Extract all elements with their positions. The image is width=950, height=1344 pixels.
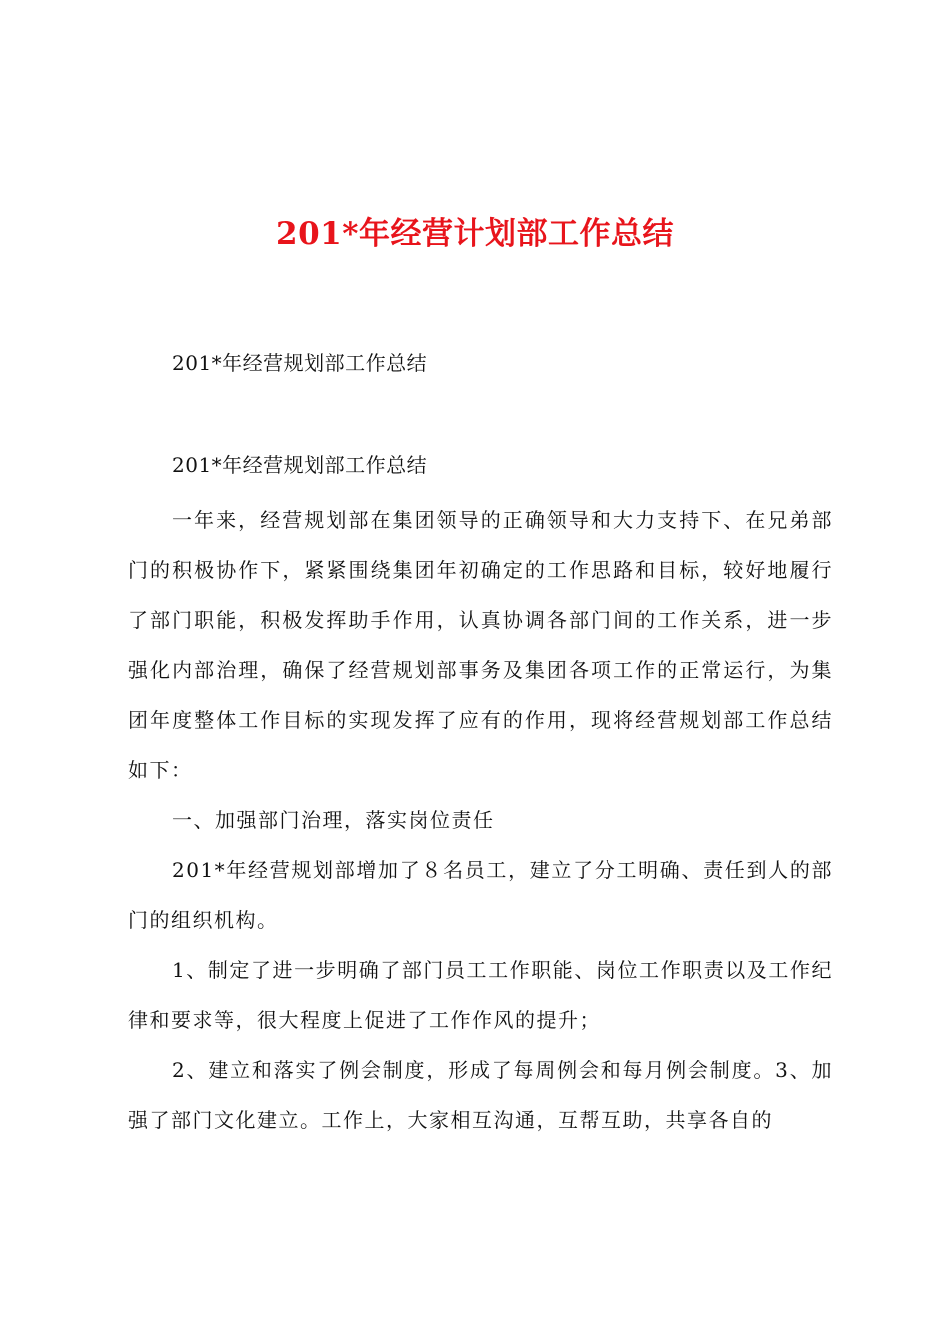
body-paragraph: 201*年经营规划部增加了８名员工，建立了分工明确、责任到人的部门的组织机构。 [128,858,833,932]
body-paragraph: 一年来，经营规划部在集团领导的正确领导和大力支持下、在兄弟部门的积极协作下，紧紧围绕集团年初确定的工作思路和目标，较好地履行了部门职能，积极发挥助手作用，认真协调各部门间的工作关系，进一步强化内部治理，确保了经营规划部事务及集团各项工作的正常运行，为集团年度整体工作目标的实现发挥了应有的作用，现将经营规划部工作总结如下： [128,508,833,782]
document-body [128,495,833,1145]
body-paragraph: 1、制定了进一步明确了部门员工工作职能、岗位工作职责以及工作纪律和要求等，很大程度上促进了工作作风的提升； [128,958,833,1032]
document-subtitle: 201*年经营规划部工作总结 [172,351,428,375]
section-heading: 一、加强部门治理，落实岗位责任 [172,808,495,832]
document-title: 201*年经营计划部工作总结 [276,216,674,252]
document-subtitle: 201*年经营规划部工作总结 [172,453,428,477]
body-paragraph: 2、建立和落实了例会制度，形成了每周例会和每月例会制度。3、加强了部门文化建立。工作上，大家相互沟通，互帮互助，共享各自的 [128,1058,833,1132]
